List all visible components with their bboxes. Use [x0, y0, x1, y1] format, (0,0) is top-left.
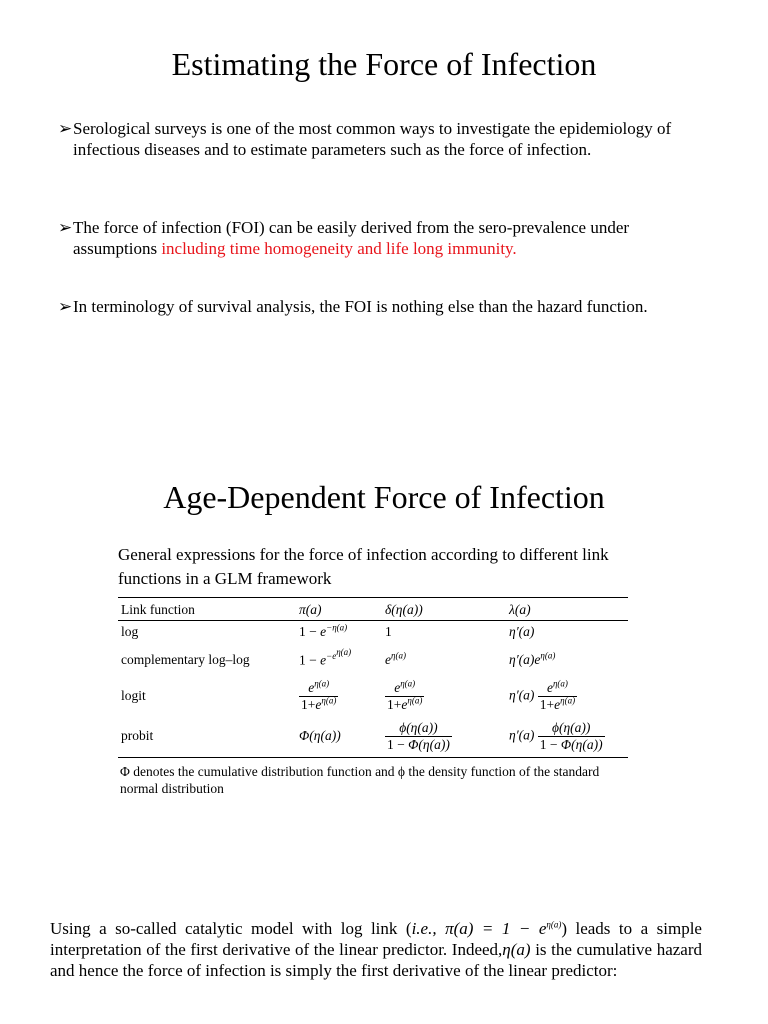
table-row-log: [121, 620, 605, 644]
arrow-bullet-icon: ➢: [58, 297, 73, 316]
arrow-bullet-icon: ➢: [58, 119, 73, 138]
slide-title-age-dependent: Age-Dependent Force of Infection: [163, 479, 605, 515]
bullet-text: In terminology of survival analysis, the FOI is nothing else than the hazard function.: [73, 297, 648, 316]
bullet-text-plain: The force of infection (FOI) can be easily derived from the sero-prevalence under assumptions: [73, 218, 630, 258]
para-text-end: is the cumulative hazard and hence the force of infection is simply the first derivative of the linear predictor:: [50, 940, 703, 980]
para-text-before: Using a so-called catalytic model with log link (: [50, 919, 412, 938]
bullet-foi-derivation: [58, 217, 708, 259]
row-label: complementary log–log: [121, 652, 250, 667]
cell-pi: $1 - e^{-e^{\eta(a)}}$: [299, 646, 352, 668]
table-header-row: [121, 600, 605, 620]
cell-delta: 1: [385, 624, 392, 639]
bullet-survival-analysis: [58, 296, 708, 317]
row-label: log: [121, 624, 139, 639]
table-top-rule: [118, 597, 628, 598]
catalytic-model-paragraph: [50, 918, 702, 981]
bullet-serological-surveys: [58, 118, 708, 160]
table-caption: General expressions for the force of infection according to different link functions in a GLM framework: [118, 545, 609, 588]
cell-delta: $e^{\eta(a)}$: [385, 650, 406, 667]
cell-pi: $\frac{e^{\eta(a)}}{1+e^{\eta(a)}}$: [301, 678, 337, 712]
header-lambda: λ(a): [509, 602, 531, 617]
header-link-function: Link function: [121, 602, 195, 617]
para-eta: η(a): [502, 940, 531, 959]
bullet-text-highlight: including time homogeneity and life long immunity.: [161, 239, 517, 258]
cell-lambda: η′(a) $\frac{e^{\eta(a)}}{1+e^{\eta(a)}}$: [509, 678, 576, 712]
row-label: logit: [121, 688, 146, 703]
row-label: probit: [121, 728, 154, 743]
cell-lambda: η′(a) $\frac{\phi(\eta(a))}{1 - \Phi(\eta(a))}$: [509, 719, 603, 752]
table-row-probit: [121, 716, 605, 756]
header-delta: δ(η(a)): [385, 602, 423, 617]
cell-pi: $1 - e^{-\eta(a)}$: [299, 622, 348, 639]
table-bottom-rule: [118, 757, 628, 758]
arrow-bullet-icon: ➢: [58, 218, 73, 237]
cell-lambda: $\eta'(a)e^{\eta(a)}$: [509, 650, 556, 667]
table-row-cloglog: [121, 644, 605, 676]
slide-title-estimating: Estimating the Force of Infection: [171, 46, 597, 82]
table-row-logit: [121, 676, 605, 716]
bullet-text: Serological surveys is one of the most common ways to investigate the epidemiology of infectious diseases and to estimate parameters such as the force of infection.: [73, 119, 672, 159]
cell-delta: $\frac{\phi(\eta(a))}{1 - \Phi(\eta(a))}$: [387, 719, 450, 752]
cell-lambda: η′(a): [509, 624, 535, 639]
header-pi: π(a): [299, 602, 322, 617]
cell-pi: Φ(η(a)): [299, 728, 341, 743]
table-footnote: Φ denotes the cumulative distribution function and ϕ the density function of the standard normal distribution: [120, 764, 600, 796]
para-formula: i.e., $\pi(a) = 1 - e^{\eta(a)}$: [411, 919, 562, 938]
para-text-after: ) leads to a simple interpretation of the first derivative of the linear predictor. Indeed,: [50, 919, 702, 959]
link-function-table: [121, 600, 605, 756]
bullet-text: [58, 217, 708, 259]
cell-delta: $\frac{e^{\eta(a)}}{1+e^{\eta(a)}}$: [387, 678, 423, 712]
